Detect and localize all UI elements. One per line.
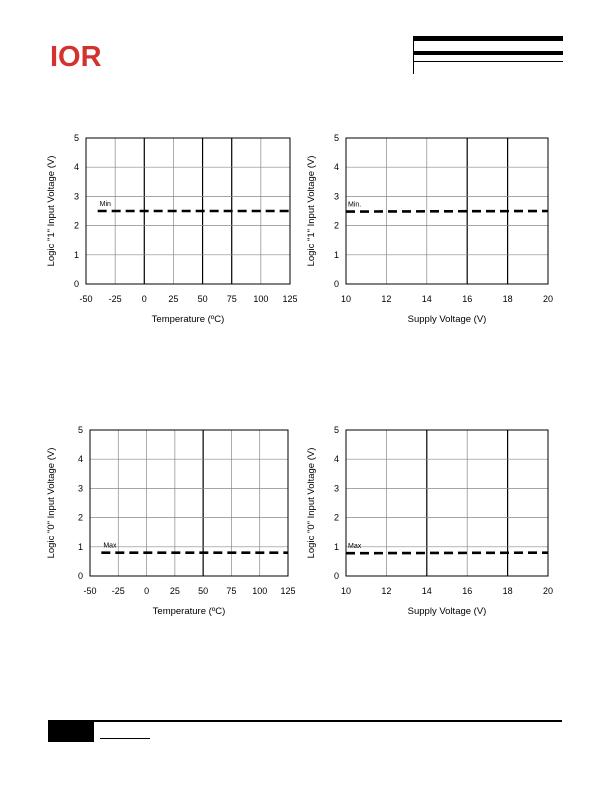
y-axis-label: Logic "1" Input Voltage (V) [306,155,317,267]
x-axis-label: Supply Voltage (V) [407,314,487,325]
y-tick-label: 4 [333,162,339,173]
header-box [413,36,563,74]
y-tick-label: 3 [77,483,83,494]
x-axis-label: Temperature (ºC) [152,606,226,617]
y-tick-label: 3 [333,191,339,202]
y-tick-label: 4 [73,162,79,173]
x-tick-label: 20 [542,586,554,596]
header-rule [413,61,563,62]
y-tick-label: 5 [73,133,79,143]
x-tick-label: 16 [462,294,473,304]
x-tick-label: 10 [340,294,352,304]
x-tick-label: 25 [168,294,179,304]
y-axis-label: Logic "1" Input Voltage (V) [46,155,57,267]
header-bar-mid [413,51,563,55]
x-tick-label: 75 [226,294,237,304]
ior-logo-icon [48,38,118,72]
x-axis-label: Supply Voltage (V) [407,606,487,617]
x-tick-label: 14 [421,586,432,596]
chart-logic1-vs-supply-voltage [300,130,570,340]
header-side-rule [413,36,414,74]
series-label: Min [99,201,111,208]
x-tick-label: -50 [83,586,97,596]
header-bar-top [413,36,563,41]
y-tick-label: 2 [77,512,83,523]
y-tick-label: 0 [77,571,83,581]
x-tick-label: 50 [197,294,208,304]
y-tick-label: 4 [333,454,339,465]
y-tick-label: 1 [333,541,339,552]
y-tick-label: 2 [333,220,339,231]
x-tick-label: 12 [381,586,392,596]
x-tick-label: -25 [111,586,125,596]
y-tick-label: 3 [333,483,339,494]
chart-logic0-vs-supply-voltage [300,422,570,632]
y-axis-label: Logic "0" Input Voltage (V) [306,447,317,559]
series-line [346,211,548,212]
y-tick-label: 1 [73,249,79,260]
x-tick-label: 10 [340,586,352,596]
x-tick-label: 50 [198,586,209,596]
x-tick-label: -25 [108,294,122,304]
y-tick-label: 5 [77,425,83,435]
y-tick-label: 4 [77,454,83,465]
series-label: Min. [348,201,362,209]
x-tick-label: 14 [421,294,432,304]
plot-frame [90,430,288,576]
x-tick-label: 125 [282,294,298,304]
y-tick-label: 3 [73,191,79,202]
x-tick-label: 12 [381,294,392,304]
y-axis-label: Logic "0" Input Voltage (V) [46,447,57,559]
y-tick-label: 5 [333,133,339,143]
series-label: Max [348,543,362,551]
chart-logic0-vs-temperature [40,422,310,632]
y-tick-label: 0 [333,279,339,289]
y-tick-label: 5 [333,425,339,435]
chart-logic1-vs-temperature [40,130,310,340]
series-line [346,553,548,554]
x-tick-label: -50 [79,294,93,304]
footer-page-box [48,722,94,742]
series-label: Max [103,542,117,550]
y-tick-label: 0 [73,279,79,289]
x-axis-label: Temperature (ºC) [151,314,225,325]
x-tick-label: 18 [502,586,513,596]
x-tick-label: 25 [169,586,180,596]
y-tick-label: 2 [73,220,79,231]
x-tick-label: 16 [462,586,473,596]
logo-text: IOR [50,41,102,72]
y-tick-label: 2 [333,512,339,523]
x-tick-label: 100 [252,586,268,596]
footer-underline [100,738,150,739]
y-tick-label: 1 [77,541,83,552]
x-tick-label: 20 [542,294,554,304]
x-tick-label: 125 [280,586,296,596]
x-tick-label: 0 [141,294,147,304]
x-tick-label: 18 [502,294,513,304]
y-tick-label: 0 [333,571,339,581]
footer-rule [48,720,562,722]
x-tick-label: 0 [144,586,150,596]
x-tick-label: 75 [226,586,237,596]
y-tick-label: 1 [333,249,339,260]
x-tick-label: 100 [253,294,269,304]
